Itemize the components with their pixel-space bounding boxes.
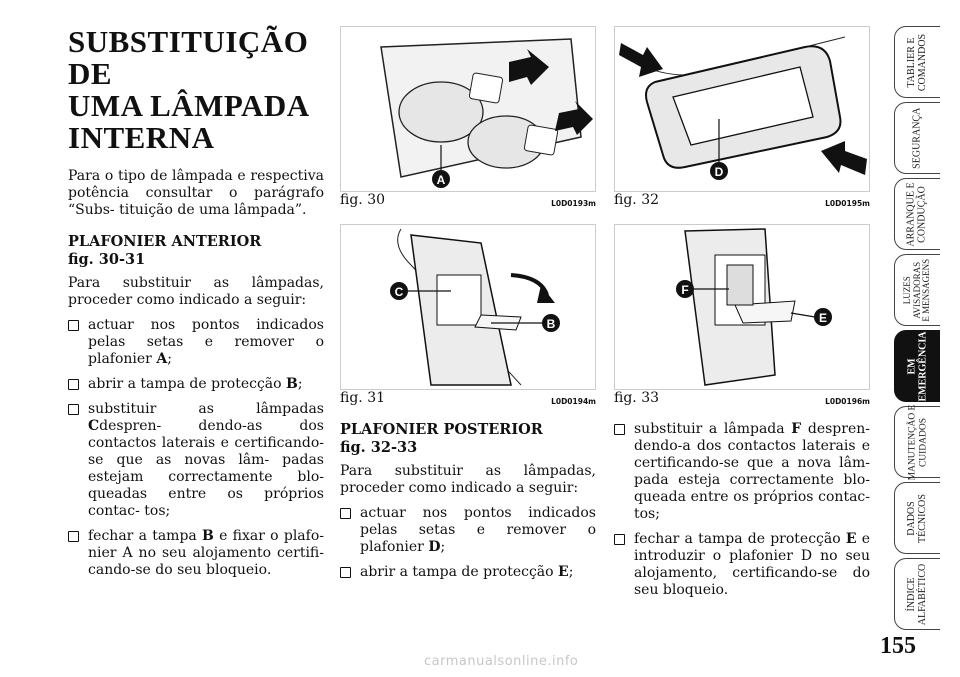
page-number: 155 xyxy=(880,633,916,659)
title-line-1: SUBSTITUIÇÃO DE xyxy=(68,24,309,91)
tab-luzes-avisadoras[interactable]: LUZES AVISADORAS E MENSAGENS xyxy=(894,254,940,326)
checkbox-bullet-icon xyxy=(68,320,79,331)
svg-text:A: A xyxy=(436,173,446,187)
figure-label: fig. 33 xyxy=(614,390,660,406)
figure-32-caption xyxy=(614,192,870,208)
tab-arranque-conducao[interactable]: ARRANQUE E CONDUÇÃO xyxy=(894,178,940,250)
chapter-tabs xyxy=(894,26,940,634)
checkbox-bullet-icon xyxy=(614,424,625,435)
figure-31-caption xyxy=(340,390,596,406)
front-heading: PLAFONIER ANTERIOR xyxy=(68,233,262,250)
figure-33 xyxy=(614,224,870,406)
tab-seguranca[interactable]: SEGURANÇA xyxy=(894,102,940,174)
figure-code: L0D0196m xyxy=(825,397,870,406)
figure-31 xyxy=(340,224,596,406)
tab-em-emergencia[interactable]: EM EMERGÊNCIA xyxy=(894,330,940,402)
tab-manutencao-cuidados[interactable]: MANUTENÇÃO E CUIDADOS xyxy=(894,406,940,478)
title-line-2: UMA LÂMPADA xyxy=(68,88,310,123)
rear-steps-continued xyxy=(614,421,870,599)
figure-30-caption xyxy=(340,192,596,208)
rear-figref: fig. 32-33 xyxy=(340,439,418,456)
step-item: actuar nos pontos indicados pelas setas e remover o plafonier D; xyxy=(340,505,596,556)
figure-33-illustration xyxy=(614,224,870,390)
figure-code: L0D0195m xyxy=(825,199,870,208)
front-figref: fig. 30-31 xyxy=(68,251,146,268)
checkbox-bullet-icon xyxy=(340,508,351,519)
step-item: fechar a tampa de protecção E e introduzir o plafonier D no seu alojamento, certificando-se do seu bloqueio. xyxy=(614,531,870,599)
right-column xyxy=(614,421,870,607)
checkbox-bullet-icon xyxy=(340,567,351,578)
front-lead: Para substituir as lâmpadas, proceder como indicado a seguir: xyxy=(68,275,324,308)
figure-30 xyxy=(340,26,596,208)
figure-label: fig. 30 xyxy=(340,192,386,208)
step-item: actuar nos pontos indicados pelas setas e remover o plafonier A; xyxy=(68,317,324,368)
figure-30-illustration xyxy=(340,26,596,192)
tab-tablier-comandos[interactable]: TABLIER E COMANDOS xyxy=(894,26,940,98)
svg-text:C: C xyxy=(394,285,404,299)
tab-dados-tecnicos[interactable]: DADOS TÉCNICOS xyxy=(894,482,940,554)
figure-code: L0D0193m xyxy=(551,199,596,208)
title-line-3: INTERNA xyxy=(68,120,215,155)
step-item: substituir as lâmpadas Cdespren- dendo-as dos contactos laterais e certificando-se que as novas lâm- padas estejam correctamente blo- queadas entre os próprios contac- tos; xyxy=(68,401,324,520)
figure-33-caption xyxy=(614,390,870,406)
figure-label: fig. 32 xyxy=(614,192,660,208)
tab-indice-alfabetico[interactable]: ÍNDICE ALFABÉTICO xyxy=(894,558,940,630)
checkbox-bullet-icon xyxy=(68,404,79,415)
figure-31-illustration xyxy=(340,224,596,390)
watermark-text: carmanualsonline.info xyxy=(424,654,579,669)
rear-heading: PLAFONIER POSTERIOR xyxy=(340,421,543,438)
step-item: abrir a tampa de protecção E; xyxy=(340,564,596,581)
checkbox-bullet-icon xyxy=(68,531,79,542)
rear-steps xyxy=(340,505,596,581)
middle-column xyxy=(340,421,596,589)
svg-text:F: F xyxy=(681,283,689,297)
rear-lead: Para substituir as lâmpadas, proceder como indicado a seguir: xyxy=(340,463,596,496)
step-item: substituir a lâmpada F despren- dendo-a dos contactos laterais e certificando-se que a nova lâm- pada esteja correctamente blo- queada entre os próprios contac- tos; xyxy=(614,421,870,523)
left-column xyxy=(68,26,324,587)
figure-32-illustration xyxy=(614,26,870,192)
checkbox-bullet-icon xyxy=(68,379,79,390)
page-title xyxy=(68,26,324,154)
svg-text:D: D xyxy=(714,165,724,179)
front-steps xyxy=(68,317,324,579)
figure-label: fig. 31 xyxy=(340,390,386,406)
step-item: fechar a tampa B e fixar o plafo- nier A no seu alojamento certifi- cando-se do seu bloqueio. xyxy=(68,528,324,579)
intro-text: Para o tipo de lâmpada e respectiva potência consultar o parágrafo “Subs- tituição de uma lâmpada”. xyxy=(68,168,324,218)
svg-text:B: B xyxy=(546,317,556,331)
step-item: abrir a tampa de protecção B; xyxy=(68,376,324,393)
svg-text:E: E xyxy=(818,311,828,325)
figure-code: L0D0194m xyxy=(551,397,596,406)
checkbox-bullet-icon xyxy=(614,534,625,545)
figure-32 xyxy=(614,26,870,208)
